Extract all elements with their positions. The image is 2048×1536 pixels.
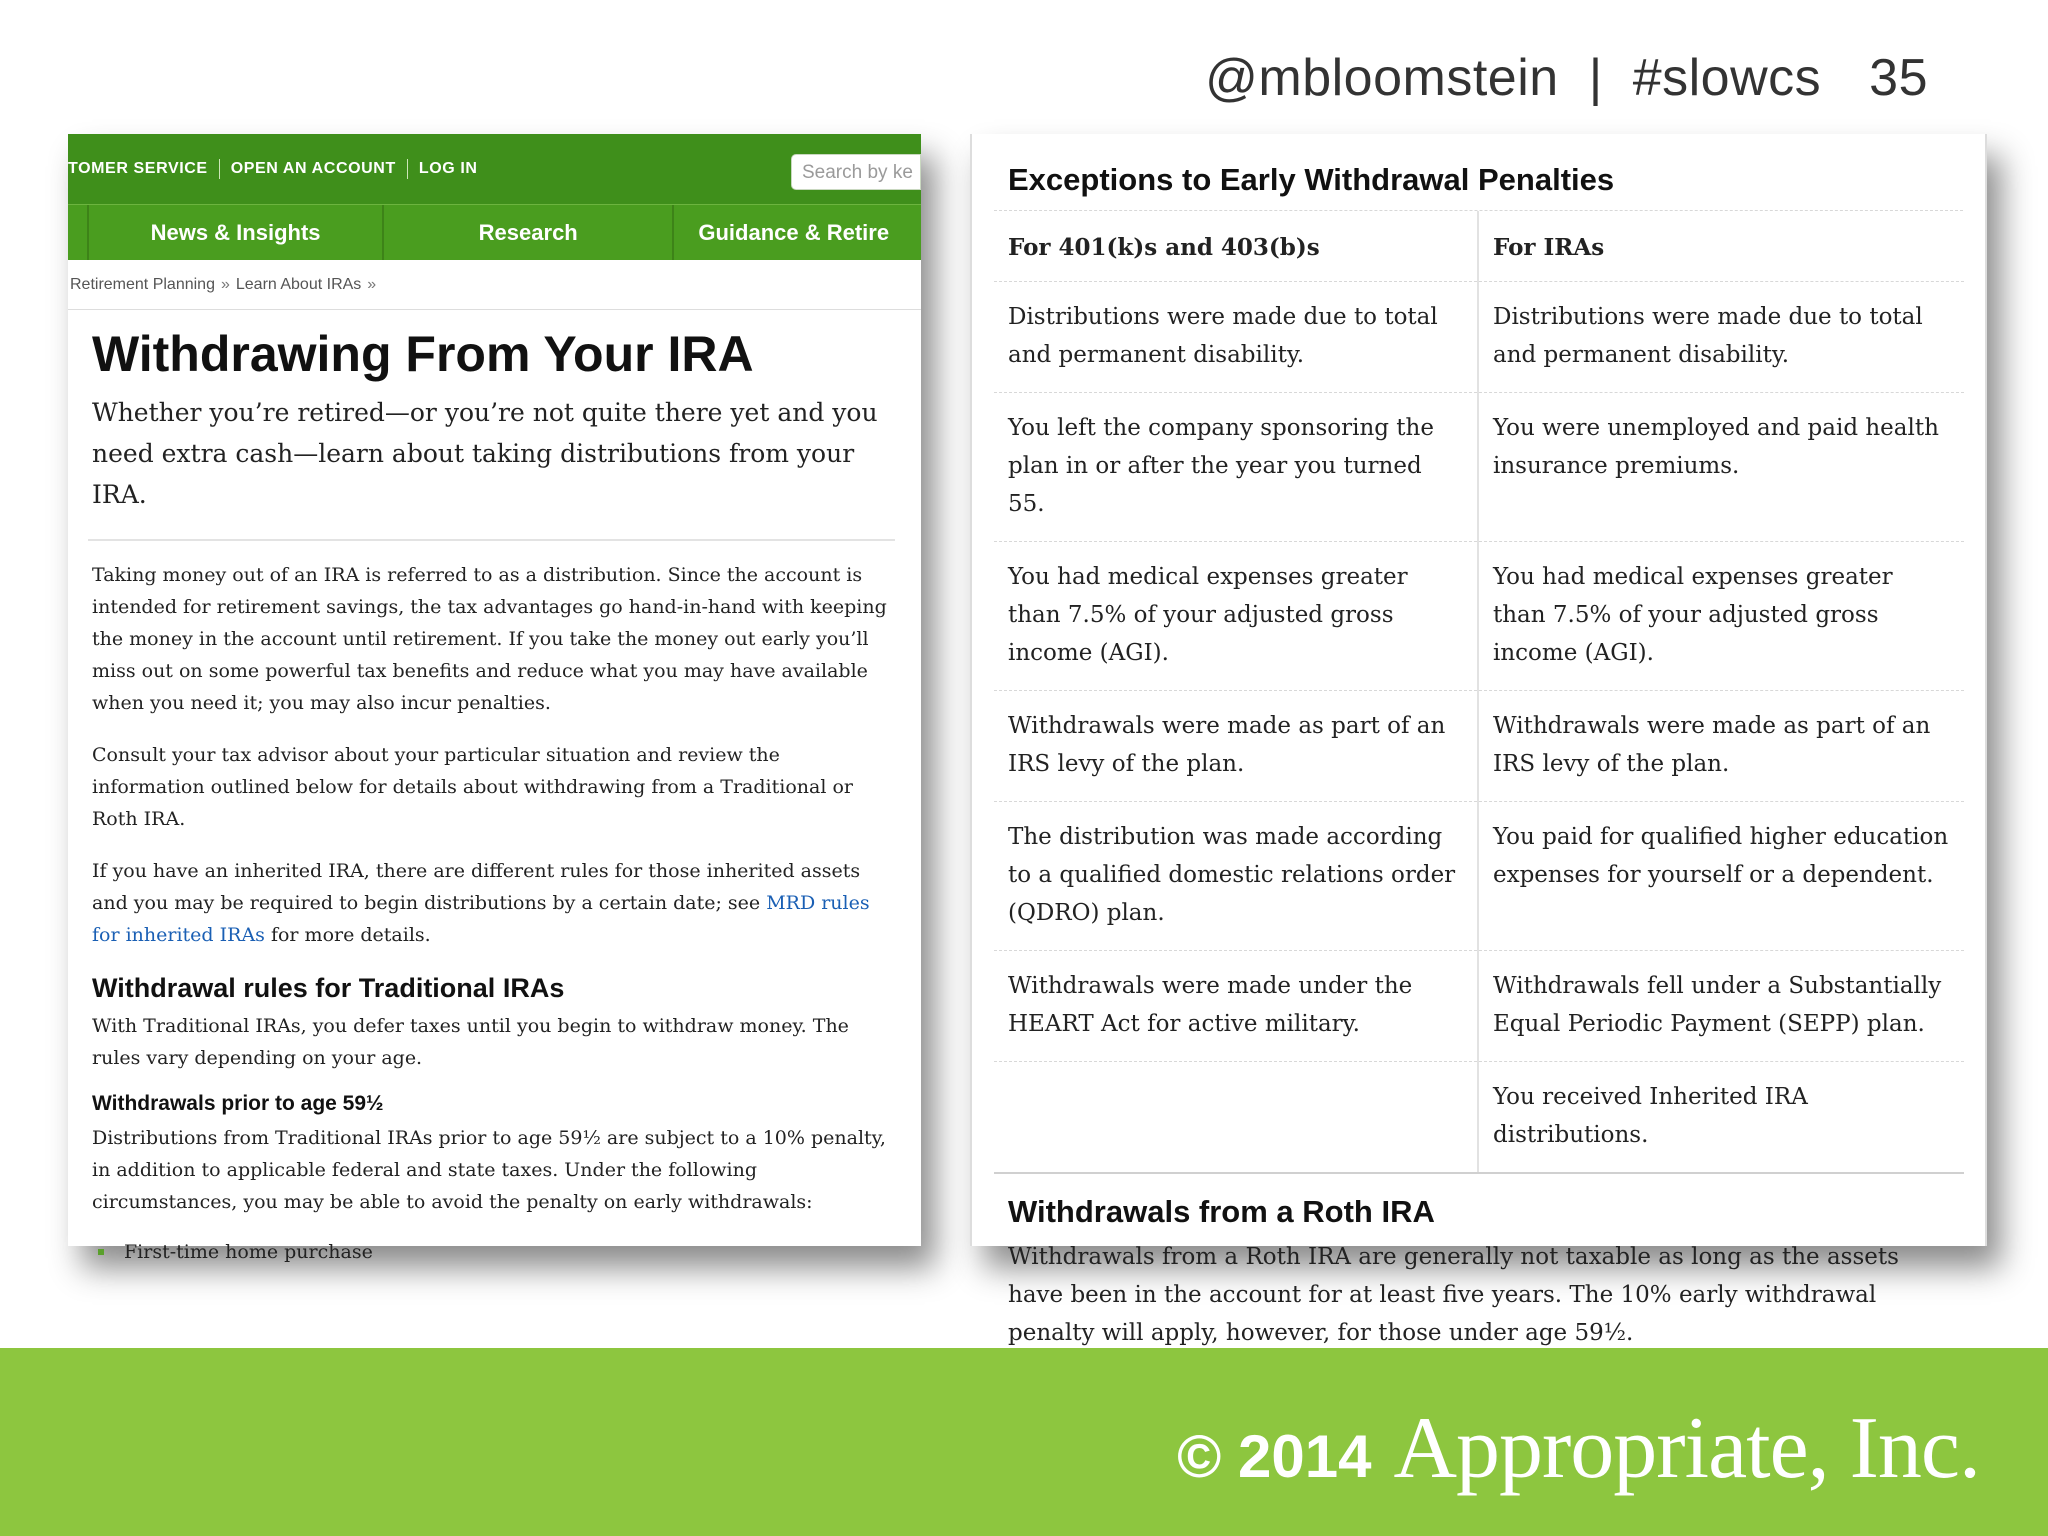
utility-divider — [219, 159, 220, 179]
table-row — [994, 951, 1964, 1062]
table-cell: Withdrawals fell under a Substantially Equal Periodic Payment (SEPP) plan. — [1478, 951, 1964, 1062]
breadcrumb — [68, 260, 921, 310]
section-heading-roth: Withdrawals from a Roth IRA — [1008, 1194, 1435, 1229]
table-cell: You received Inherited IRA distributions. — [1478, 1062, 1964, 1174]
breadcrumb-separator: » — [367, 276, 377, 293]
article-paragraph: Taking money out of an IRA is referred to as a distribution. Since the account is intended for retirement savings, the tax advantages go hand-in-hand with keeping the money in the account until retirement. If you take the money out early you’ll miss out on some powerful tax benefits and reduce what you may have available when you need it; you may also incur penalties. — [92, 564, 887, 714]
subheading-prior-59: Withdrawals prior to age 59½ — [92, 1092, 384, 1115]
table-cell: You left the company sponsoring the plan in or after the year you turned 55. — [994, 393, 1478, 542]
paragraph-text: for more details. — [264, 924, 431, 946]
table-cell: Withdrawals were made as part of an IRS levy of the plan. — [994, 691, 1478, 802]
table-cell: You were unemployed and paid health insurance premiums. — [1478, 393, 1964, 542]
table-cell: Withdrawals were made as part of an IRS levy of the plan. — [1478, 691, 1964, 802]
copyright-notice — [1177, 1398, 1980, 1499]
table-cell: Distributions were made due to total and permanent disability. — [994, 282, 1478, 393]
utility-nav — [68, 159, 478, 179]
twitter-handle: @mbloomstein — [1205, 49, 1559, 107]
article-paragraph: With Traditional IRAs, you defer taxes until you begin to withdraw money. The rules vary depending on your age. — [92, 1015, 849, 1069]
table-cell: The distribution was made according to a qualified domestic relations order (QDRO) plan. — [994, 802, 1478, 951]
breadcrumb-retirement-planning[interactable]: Retirement Planning — [70, 276, 215, 293]
table-row — [994, 393, 1964, 542]
footer-band — [0, 1348, 2048, 1536]
hashtag: #slowcs — [1632, 49, 1822, 107]
mrd-rules-link[interactable]: MRD rules for inherited IRAs — [92, 892, 870, 946]
article-paragraph: Distributions from Traditional IRAs prior to age 59½ are subject to a 10% penalty, in addition to applicable federal and state taxes. Under the following circumstances, you may be able to avoid the penalty on early withdrawals: — [92, 1127, 886, 1213]
table-title: Exceptions to Early Withdrawal Penalties — [994, 134, 1963, 211]
table-cell: You had medical expenses greater than 7.5% of your adjusted gross income (AGI). — [994, 542, 1478, 691]
nav-item-research[interactable]: Research — [382, 205, 672, 260]
right-screenshot — [970, 134, 1987, 1346]
main-nav — [68, 204, 921, 260]
table-cell: You had medical expenses greater than 7.5% of your adjusted gross income (AGI). — [1478, 542, 1964, 691]
section-heading-traditional: Withdrawal rules for Traditional IRAs — [92, 973, 565, 1003]
nav-item-news-insights[interactable]: News & Insights — [87, 205, 382, 260]
table-row — [994, 282, 1964, 393]
slide-header — [1205, 48, 1928, 108]
table-header-row — [994, 211, 1964, 282]
paragraph-text: If you have an inherited IRA, there are different rules for those inherited assets and you may be required to begin distributions by a certain date; see — [92, 860, 861, 914]
breadcrumb-separator: » — [220, 276, 230, 293]
table-cell — [994, 1062, 1478, 1174]
table-row — [994, 1062, 1964, 1174]
article-content — [68, 324, 921, 1268]
table-row — [994, 542, 1964, 691]
roth-paragraph: Withdrawals from a Roth IRA are generally not taxable as long as the assets have been in the account for at least five years. The 10% early withdrawal penalty will apply, however, for those under age 59½. — [1008, 1244, 1899, 1346]
utility-bar — [68, 134, 921, 204]
table-cell: Distributions were made due to total and permanent disability. — [1478, 282, 1964, 393]
header-separator: | — [1588, 49, 1603, 107]
nav-item-guidance[interactable]: Guidance & Retire — [672, 205, 921, 260]
column-header-401k: For 401(k)s and 403(b)s — [994, 211, 1478, 282]
breadcrumb-learn-about-iras[interactable]: Learn About IRAs — [235, 276, 362, 293]
article-paragraph-inherited — [92, 855, 895, 951]
exception-list — [92, 1236, 895, 1268]
left-screenshot — [68, 134, 921, 1263]
list-item: First-time home purchase — [92, 1236, 895, 1268]
log-in-link[interactable]: LOG IN — [418, 160, 478, 178]
page-title: Withdrawing From Your IRA — [92, 326, 754, 382]
slide-number: 35 — [1869, 49, 1928, 107]
exceptions-table — [994, 211, 1964, 1174]
article-lede: Whether you’re retired—or you’re not quite there yet and you need extra cash—learn about taking distributions from your IRA. — [88, 392, 895, 541]
article-paragraph: Consult your tax advisor about your particular situation and review the information outlined below for details about withdrawing from a Traditional or Roth IRA. — [92, 744, 853, 830]
column-header-iras: For IRAs — [1478, 211, 1964, 282]
table-row — [994, 802, 1964, 951]
table-row — [994, 691, 1964, 802]
utility-divider — [407, 159, 408, 179]
table-cell: You paid for qualified higher education expenses for yourself or a dependent. — [1478, 802, 1964, 951]
open-account-link[interactable]: OPEN AN ACCOUNT — [230, 160, 396, 178]
nav-item-edge — [68, 205, 87, 260]
customer-service-link[interactable]: TOMER SERVICE — [68, 160, 208, 178]
company-name: Appropriate, Inc. — [1393, 1400, 1980, 1497]
copyright-year: © 2014 — [1177, 1423, 1372, 1490]
table-cell: Withdrawals were made under the HEART Act for active military. — [994, 951, 1478, 1062]
search-input[interactable]: Search by ke — [791, 154, 921, 190]
